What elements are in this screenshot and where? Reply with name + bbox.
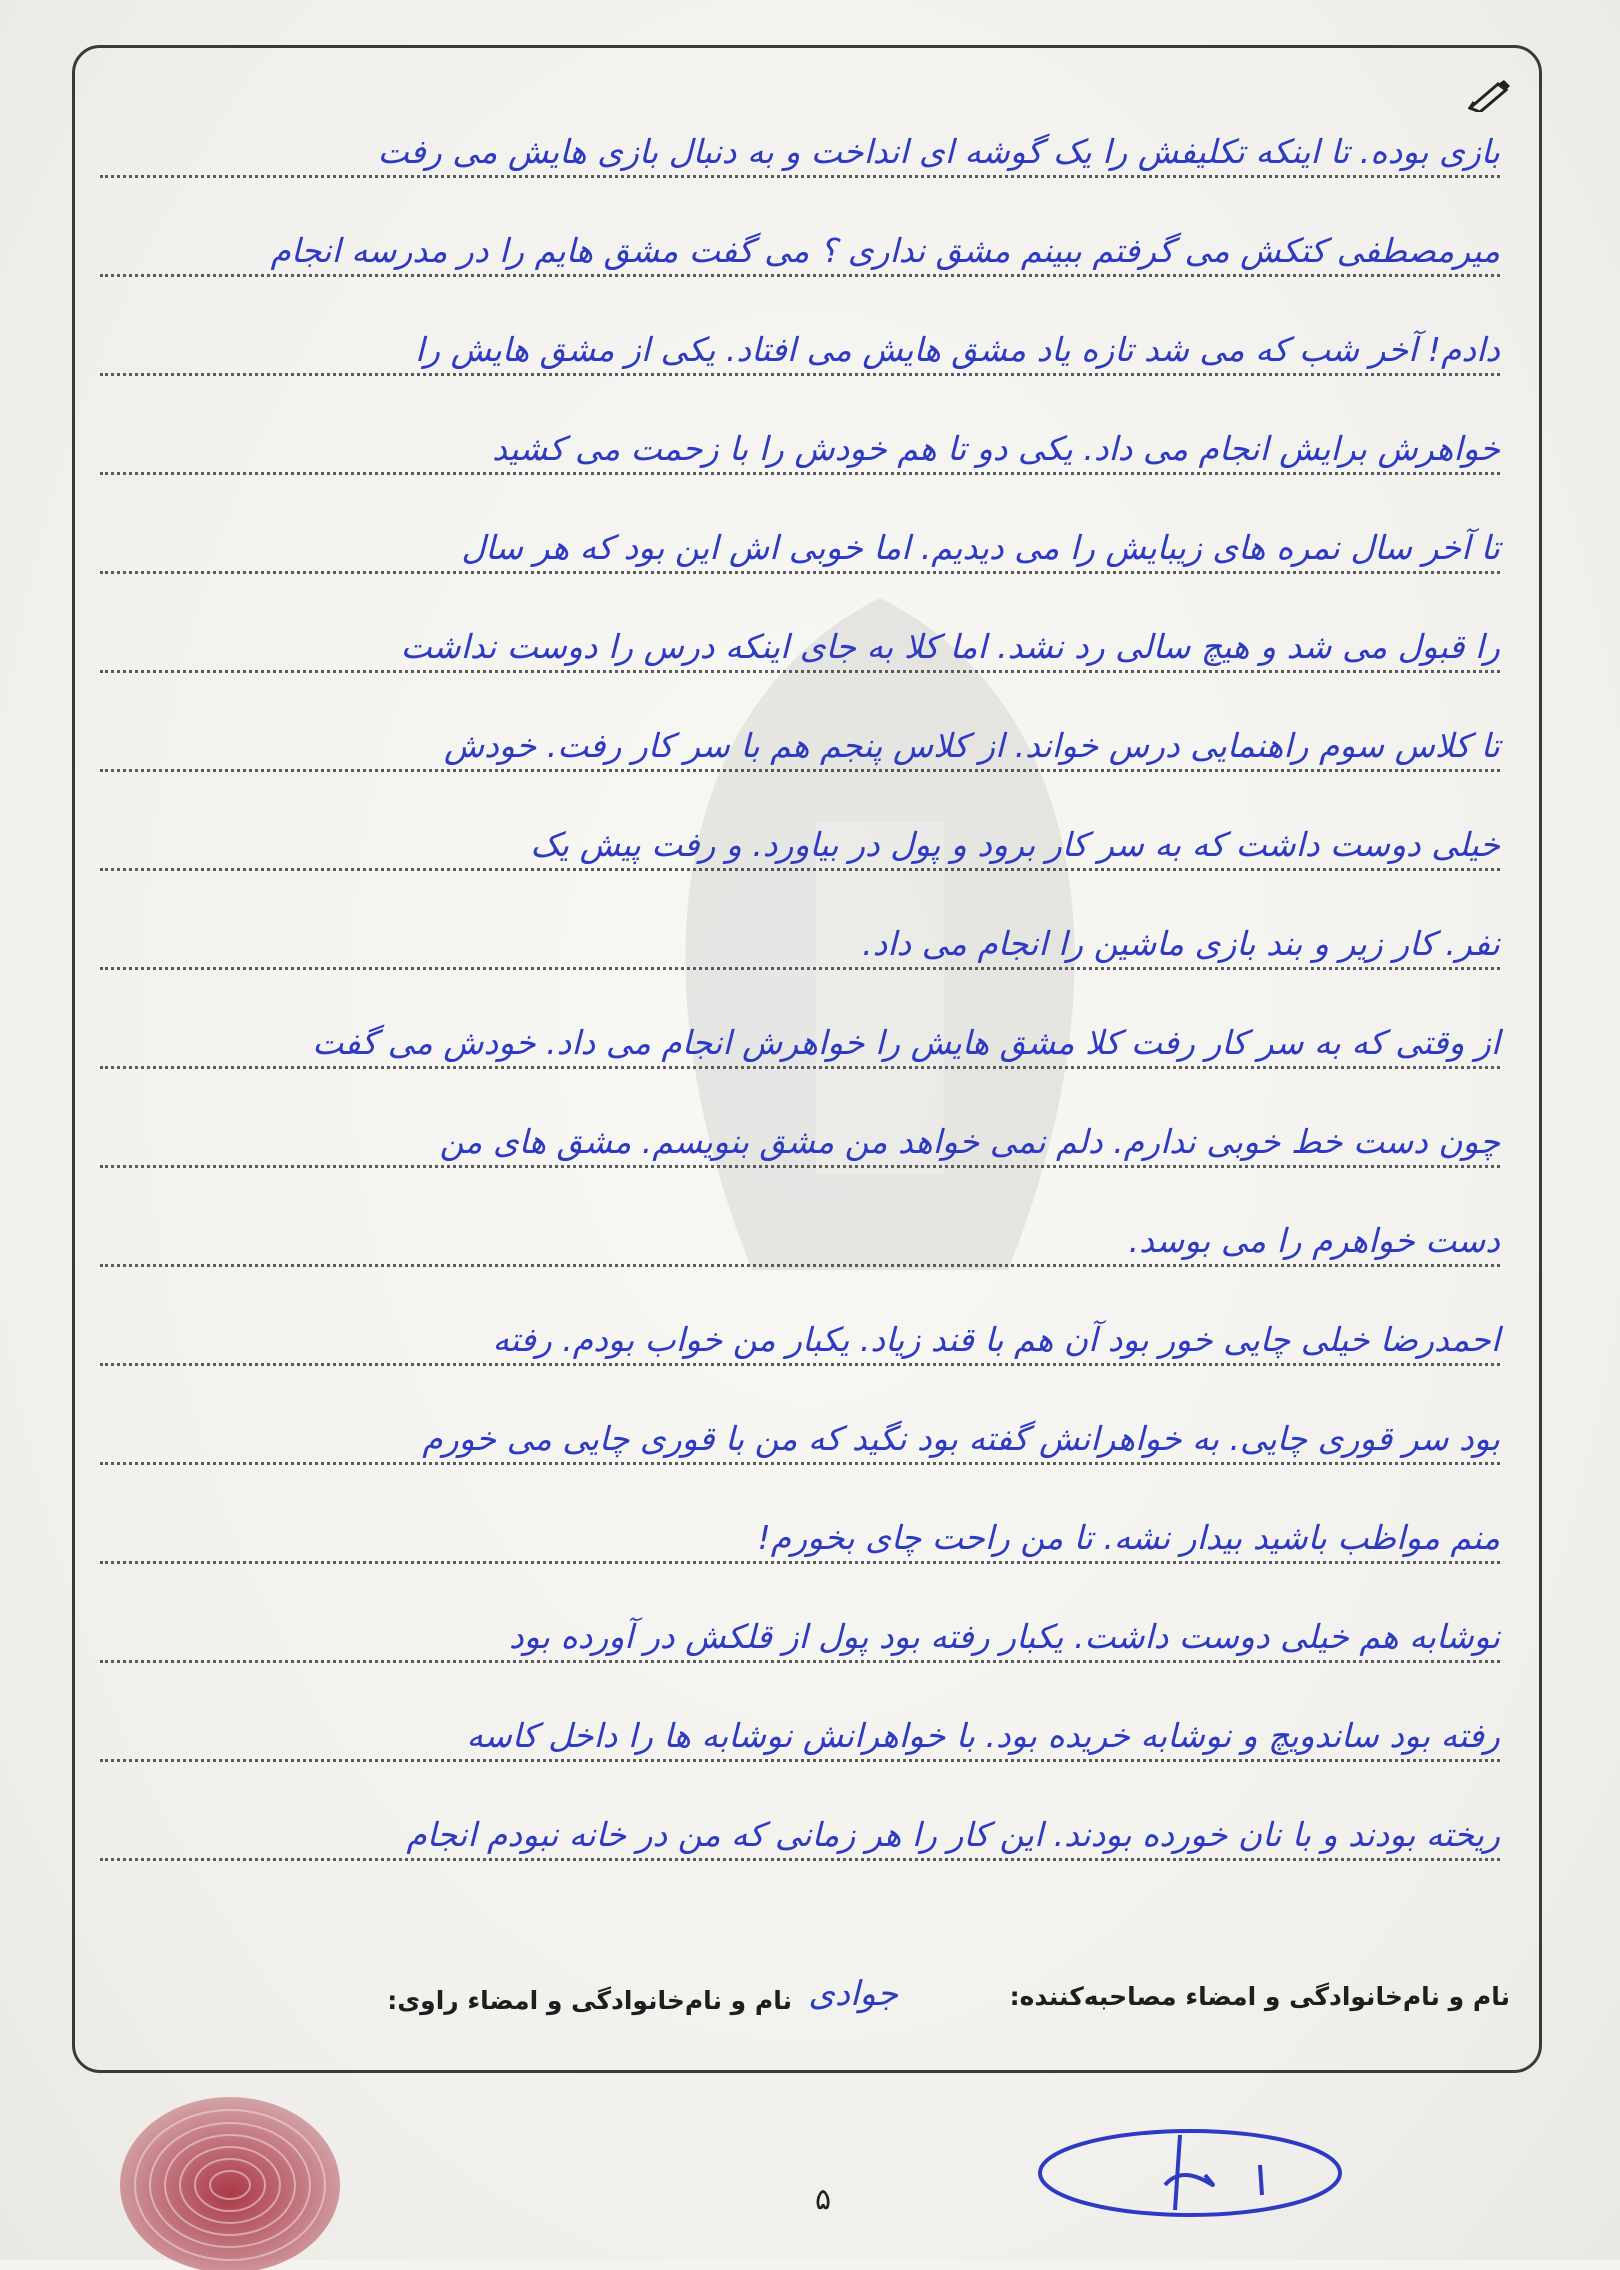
- handwritten-text: منم مواظب باشید بیدار نشه. تا من راحت چای بخورم!: [757, 1518, 1500, 1558]
- signature-icon: [1030, 2115, 1350, 2225]
- page-number: ۵: [815, 2182, 832, 2217]
- handwritten-text: خواهرش برایش انجام می داد. یکی دو تا هم خودش را با زحمت می کشید: [492, 429, 1500, 469]
- dotted-rule: [100, 175, 1500, 178]
- text-line: [100, 1679, 1500, 1778]
- dotted-rule: [100, 967, 1500, 970]
- dotted-rule: [100, 1066, 1500, 1069]
- text-line: [100, 95, 1500, 194]
- handwritten-text: تا آخر سال نمره های زیبایش را می دیدیم. اما خوبی اش این بود که هر سال: [461, 528, 1500, 568]
- dotted-rule: [100, 1759, 1500, 1762]
- handwritten-text: خیلی دوست داشت که به سر کار برود و پول در بیاورد. و رفت پیش یک: [530, 825, 1500, 865]
- text-line: [100, 1580, 1500, 1679]
- fingerprint-icon: [110, 2085, 350, 2270]
- interviewer-label: نام و نام‌خانوادگی و امضاء مصاحبه‌کننده:: [1009, 1982, 1510, 2011]
- dotted-rule: [100, 1462, 1500, 1465]
- dotted-rule: [100, 868, 1500, 871]
- text-line: [100, 788, 1500, 887]
- text-line: [100, 1382, 1500, 1481]
- handwritten-text: دادم! آخر شب که می شد تازه یاد مشق هایش می افتاد. یکی از مشق هایش را: [415, 330, 1500, 370]
- handwritten-text: نوشابه هم خیلی دوست داشت. یکبار رفته بود پول از قلکش در آورده بود: [509, 1617, 1500, 1657]
- text-line: [100, 590, 1500, 689]
- text-line: [100, 689, 1500, 788]
- interviewer-signature: جوادی: [808, 1974, 898, 2014]
- text-line: [100, 1778, 1500, 1877]
- text-line: [100, 392, 1500, 491]
- text-line: [100, 491, 1500, 590]
- handwritten-text: تا کلاس سوم راهنمایی درس خواند. از کلاس پنجم هم با سر کار رفت. خودش: [443, 726, 1500, 766]
- handwritten-text: بود سر قوری چایی. به خواهرانش گفته بود نگید که من با قوری چایی می خورم: [422, 1419, 1500, 1459]
- handwritten-text: احمدرضا خیلی چایی خور بود آن هم با قند زیاد. یکبار من خواب بودم. رفته: [492, 1320, 1500, 1360]
- dotted-rule: [100, 1165, 1500, 1168]
- text-line: [100, 293, 1500, 392]
- narrator-label: نام و نام‌خانوادگی و امضاء راوی:: [387, 1986, 792, 2015]
- dotted-rule: [100, 373, 1500, 376]
- handwritten-lines: [100, 95, 1500, 1877]
- dotted-rule: [100, 1363, 1500, 1366]
- dotted-rule: [100, 670, 1500, 673]
- handwritten-text: نفر. کار زیر و بند بازی ماشین را انجام می داد.: [862, 924, 1500, 964]
- handwritten-text: چون دست خط خوبی ندارم. دلم نمی خواهد من مشق بنویسم. مشق های من: [439, 1122, 1500, 1162]
- text-line: [100, 194, 1500, 293]
- text-line: [100, 1283, 1500, 1382]
- dotted-rule: [100, 274, 1500, 277]
- text-line: [100, 887, 1500, 986]
- dotted-rule: [100, 1858, 1500, 1861]
- text-line: [100, 1085, 1500, 1184]
- dotted-rule: [100, 1660, 1500, 1663]
- dotted-rule: [100, 1264, 1500, 1267]
- dotted-rule: [100, 1561, 1500, 1564]
- handwritten-text: میرمصطفی کتکش می گرفتم ببینم مشق نداری ؟ می گفت مشق هایم را در مدرسه انجام: [270, 231, 1500, 271]
- handwritten-text: بازی بوده. تا اینکه تکلیفش را یک گوشه ای انداخت و به دنبال بازی هایش می رفت: [377, 132, 1500, 172]
- signature-footer: [110, 1974, 1510, 2032]
- dotted-rule: [100, 472, 1500, 475]
- text-line: [100, 986, 1500, 1085]
- dotted-rule: [100, 769, 1500, 772]
- text-line: [100, 1481, 1500, 1580]
- handwritten-text: ریخته بودند و با نان خورده بودند. این کار را هر زمانی که من در خانه نبودم انجام: [406, 1815, 1500, 1855]
- dotted-rule: [100, 571, 1500, 574]
- handwritten-text: از وقتی که به سر کار رفت کلا مشق هایش را خواهرش انجام می داد. خودش می گفت: [312, 1023, 1500, 1063]
- handwritten-text: را قبول می شد و هیچ سالی رد نشد. اما کلا به جای اینکه درس را دوست نداشت: [400, 627, 1500, 667]
- handwritten-text: رفته بود ساندویچ و نوشابه خریده بود. با خواهرانش نوشابه ها را داخل کاسه: [466, 1716, 1500, 1756]
- text-line: [100, 1184, 1500, 1283]
- handwritten-text: دست خواهرم را می بوسد.: [1128, 1221, 1500, 1261]
